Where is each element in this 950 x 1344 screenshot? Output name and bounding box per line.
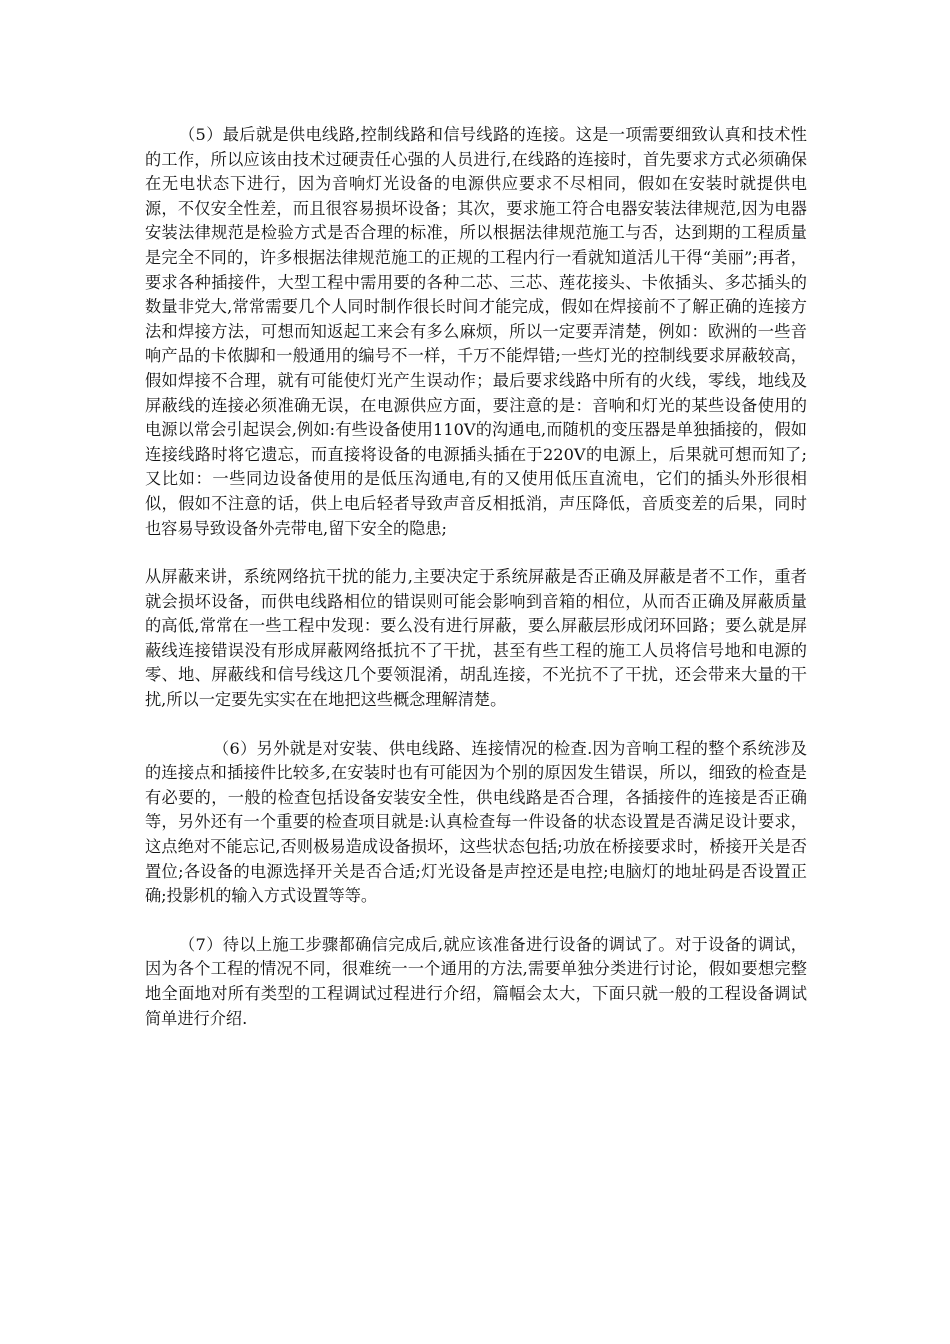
paragraph-7-debugging: （7）待以上施工步骤都确信完成后,就应该准备进行设备的调试了。对于设备的调试，因为各个工程的情况不同，很难统一一个通用的方法,需要单独分类进行讨论，假如要想完整地全面地对所有类型的工程调试过程进行介绍，篇幅会太大，下面只就一般的工程设备调试简单进行介绍.: [145, 934, 807, 1028]
document-body: [145, 123, 807, 1031]
paragraph-gap: [145, 713, 807, 737]
paragraph-gap: [145, 909, 807, 933]
paragraph-6-inspection: （6）另外就是对安装、供电线路、连接情况的检查.因为音响工程的整个系统涉及的连接点和插接件比较多,在安装时也有可能因为个别的原因发生错误，所以，细致的检查是有必要的，一般的检查包括设备安装安全性，供电线路是否合理，各插接件的连接是否正确等，另外还有一个重要的检查项目就是:认真检查每一件设备的状态设置是否满足设计要求，这点绝对不能忘记,否则极易造成设备损坏，这些状态包括;功放在桥接要求时，桥接开关是否置位;各设备的电源选择开关是否合适;灯光设备是声控还是电控;电脑灯的地址码是否设置正确;投影机的输入方式设置等等。: [145, 738, 807, 906]
paragraph-gap: [145, 541, 807, 565]
paragraph-shielding: 从屏蔽来讲，系统网络抗干扰的能力,主要决定于系统屏蔽是否正确及屏蔽是者不工作，重者就会损坏设备，而供电线路相位的错误则可能会影响到音箱的相位，从而否正确及屏蔽质量的高低,常常在一些工程中发现：要么没有进行屏蔽，要么屏蔽层形成闭环回路；要么就是屏蔽线连接错误没有形成屏蔽网络抵抗不了干扰，甚至有些工程的施工人员将信号地和电源的零、地、屏蔽线和信号线这几个要领混淆，胡乱连接，不光抗不了干扰，还会带来大量的干扰,所以一定要先实实在在地把这些概念理解清楚。: [145, 567, 807, 710]
paragraph-5-wiring: （5）最后就是供电线路,控制线路和信号线路的连接。这是一项需要细致认真和技术性的工作，所以应该由技术过硬责任心强的人员进行,在线路的连接时，首先要求方式必须确保在无电状态下进行，因为音响灯光设备的电源供应要求不尽相同，假如在安装时就提供电源，不仅安全性差，而且很容易损坏设备；其次，要求施工符合电器安装法律规范,因为电器安装法律规范是检验方式是否合理的标准，所以根据法律规范施工与否，达到期的工程质量是完全不同的，许多根据法律规范施工的正规的工程内行一看就知道活儿干得“美丽”;再者，要求各种插接件，大型工程中需用要的各种二芯、三芯、莲花接头、卡侬插头、多芯插头的数量非党大,常常需要几个人同时制作很长时间才能完成，假如在焊接前不了解正确的连接方法和焊接方法，可想而知返起工来会有多么麻烦，所以一定要弄清楚，例如：欧洲的一些音响产品的卡侬脚和一般通用的编号不一样，千万不能焊错;一些灯光的控制线要求屏蔽较高，假如焊接不合理，就有可能使灯光产生误动作；最后要求线路中所有的火线，零线，地线及屏蔽线的连接必须准确无误，在电源供应方面，要注意的是：音响和灯光的某些设备使用的电源以常会引起误会,例如:有些设备使用110V的沟通电,而随机的变压器是单独插接的，假如连接线路时将它遗忘，而直接将设备的电源插头插在于220V的电源上，后果就可想而知了;又比如：一些同边设备使用的是低压沟通电,有的又使用低压直流电，它们的插头外形很相似，假如不注意的话，供上电后轻者导致声音反相抵消，声压降低，音质变差的后果，同时也容易导致设备外壳带电,留下安全的隐患;: [145, 125, 807, 538]
